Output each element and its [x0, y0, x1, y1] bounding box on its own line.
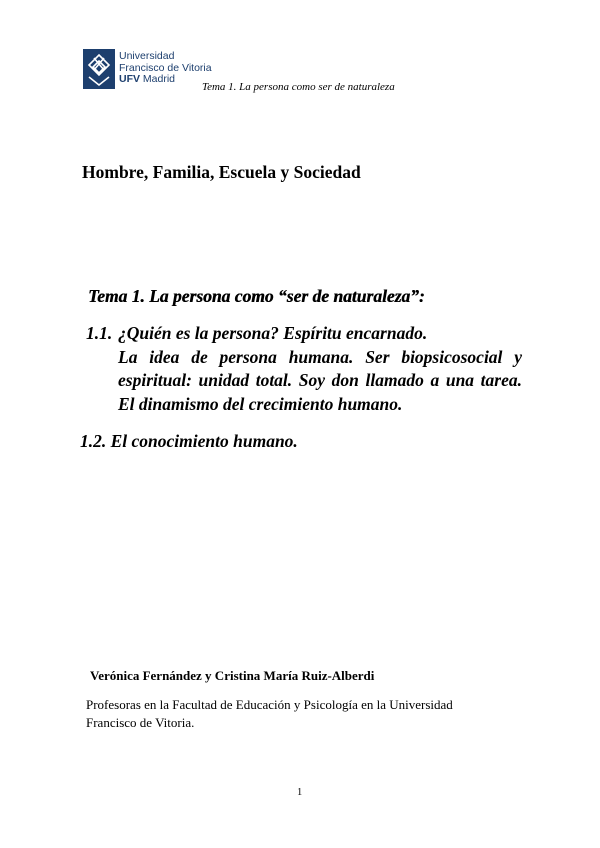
logo-madrid: Madrid: [140, 73, 176, 85]
logo-line-2: Francisco de Vitoria: [119, 61, 212, 74]
affiliation: Profesoras en la Facultad de Educación y Psicología en la Universidad Francisco de Vitoria.: [86, 697, 453, 730]
logo-line-3: [119, 74, 212, 86]
section-item-1-2: 1.2. El conocimiento humano.: [80, 431, 298, 451]
section-body: La idea de persona humana. Ser biopsicosocial y espiritual: unidad total. Soy don llamado a una tarea. El dinamismo del crecimiento humano.: [118, 346, 522, 414]
authors: Verónica Fernández y Cristina María Ruiz-Alberdi: [90, 668, 375, 683]
running-header: Tema 1. La persona como ser de naturaleza: [202, 81, 395, 93]
section-first-line: ¿Quién es la persona? Espíritu encarnado.: [118, 323, 428, 343]
logo-ufv: UFV: [119, 73, 140, 85]
ufv-emblem-icon: [83, 49, 115, 89]
logo-text: [119, 51, 212, 86]
section-number: 1.1.: [86, 323, 113, 343]
page-number: 1: [297, 787, 303, 798]
document-title: Hombre, Familia, Escuela y Sociedad: [82, 162, 361, 182]
logo-line-1: Universidad: [119, 50, 175, 62]
tema-heading: Tema 1. La persona como “ser de naturaleza”:: [88, 286, 425, 306]
